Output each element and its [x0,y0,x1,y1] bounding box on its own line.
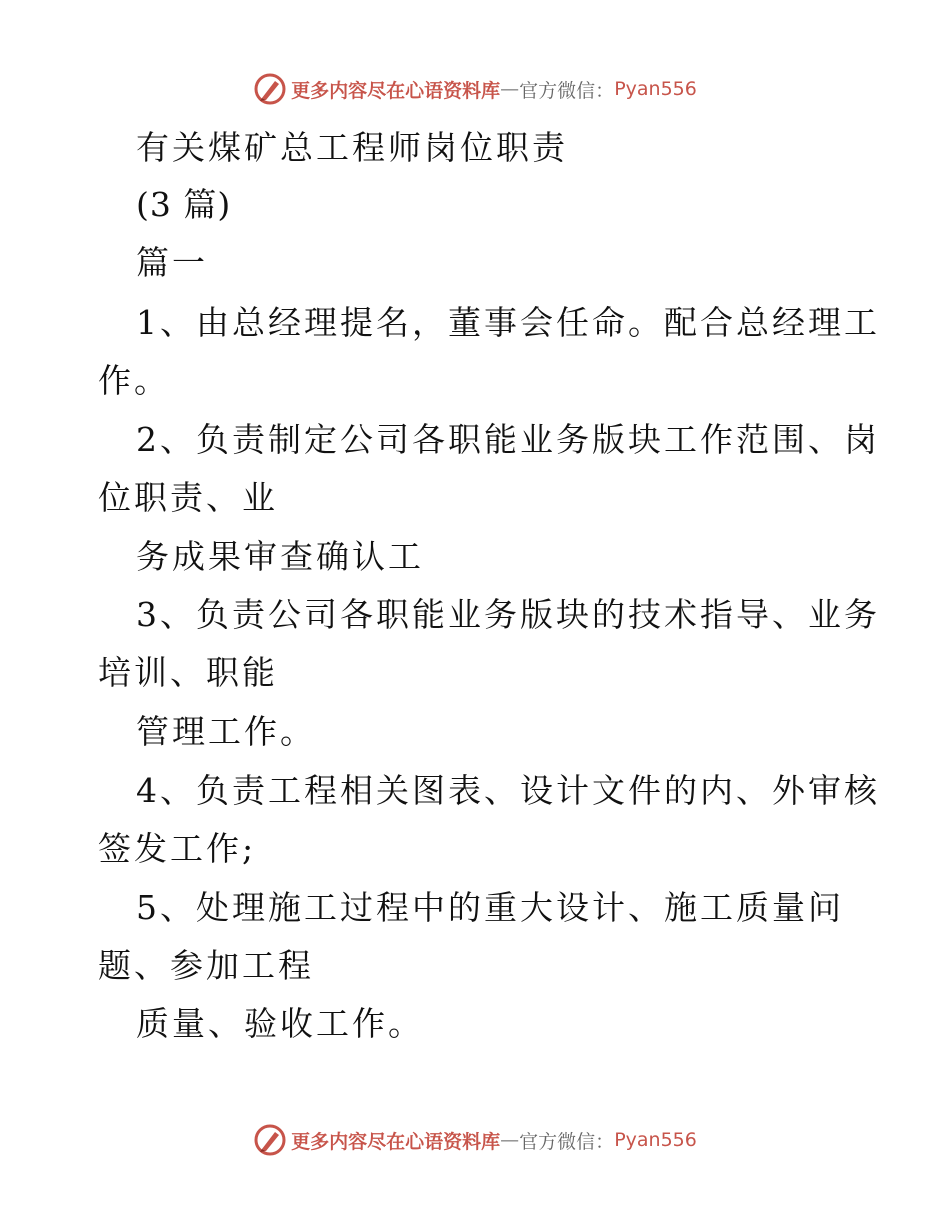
section-heading: 篇一 [136,243,208,282]
pen-circle-logo-icon [253,72,287,106]
paragraph-line: 管理工作。 [136,712,316,751]
document-title: 有关煤矿总工程师岗位职责 [136,128,568,167]
paragraph-line: 1、由总经理提名，董事会任命。配合总经理工 [136,303,880,342]
banner-dash: — [500,78,520,100]
paragraph-line: 签发工作; [98,829,257,868]
paragraph-line: 4、负责工程相关图表、设计文件的内、外审核 [136,771,880,810]
banner-main-text: 更多内容尽在心语资料库 [291,79,501,102]
footer-banner [0,1123,950,1157]
paragraph-line: 位职责、业 [98,478,278,517]
paragraph-line: 作。 [98,361,170,400]
paragraph-line: 务成果审查确认工 [136,537,424,576]
banner-dash: — [500,1129,520,1151]
pen-circle-logo-icon [253,1123,287,1157]
paragraph-line: 题、参加工程 [98,946,314,985]
banner-wechat-id: Pyan556 [614,78,697,100]
paragraph-line: 培训、职能 [98,653,278,692]
paragraph-line: 3、负责公司各职能业务版块的技术指导、业务 [136,595,880,634]
banner-sub-text: 官方微信： [519,79,615,102]
banner-sub-text: 官方微信： [519,1130,615,1153]
header-banner [0,72,950,106]
document-subtitle: (3 篇) [136,185,232,224]
banner-main-text: 更多内容尽在心语资料库 [291,1130,501,1153]
paragraph-line: 2、负责制定公司各职能业务版块工作范围、岗 [136,420,880,459]
paragraph-line: 5、处理施工过程中的重大设计、施工质量问 [136,888,844,927]
paragraph-line: 质量、验收工作。 [136,1004,424,1043]
banner-wechat-id: Pyan556 [614,1129,697,1151]
